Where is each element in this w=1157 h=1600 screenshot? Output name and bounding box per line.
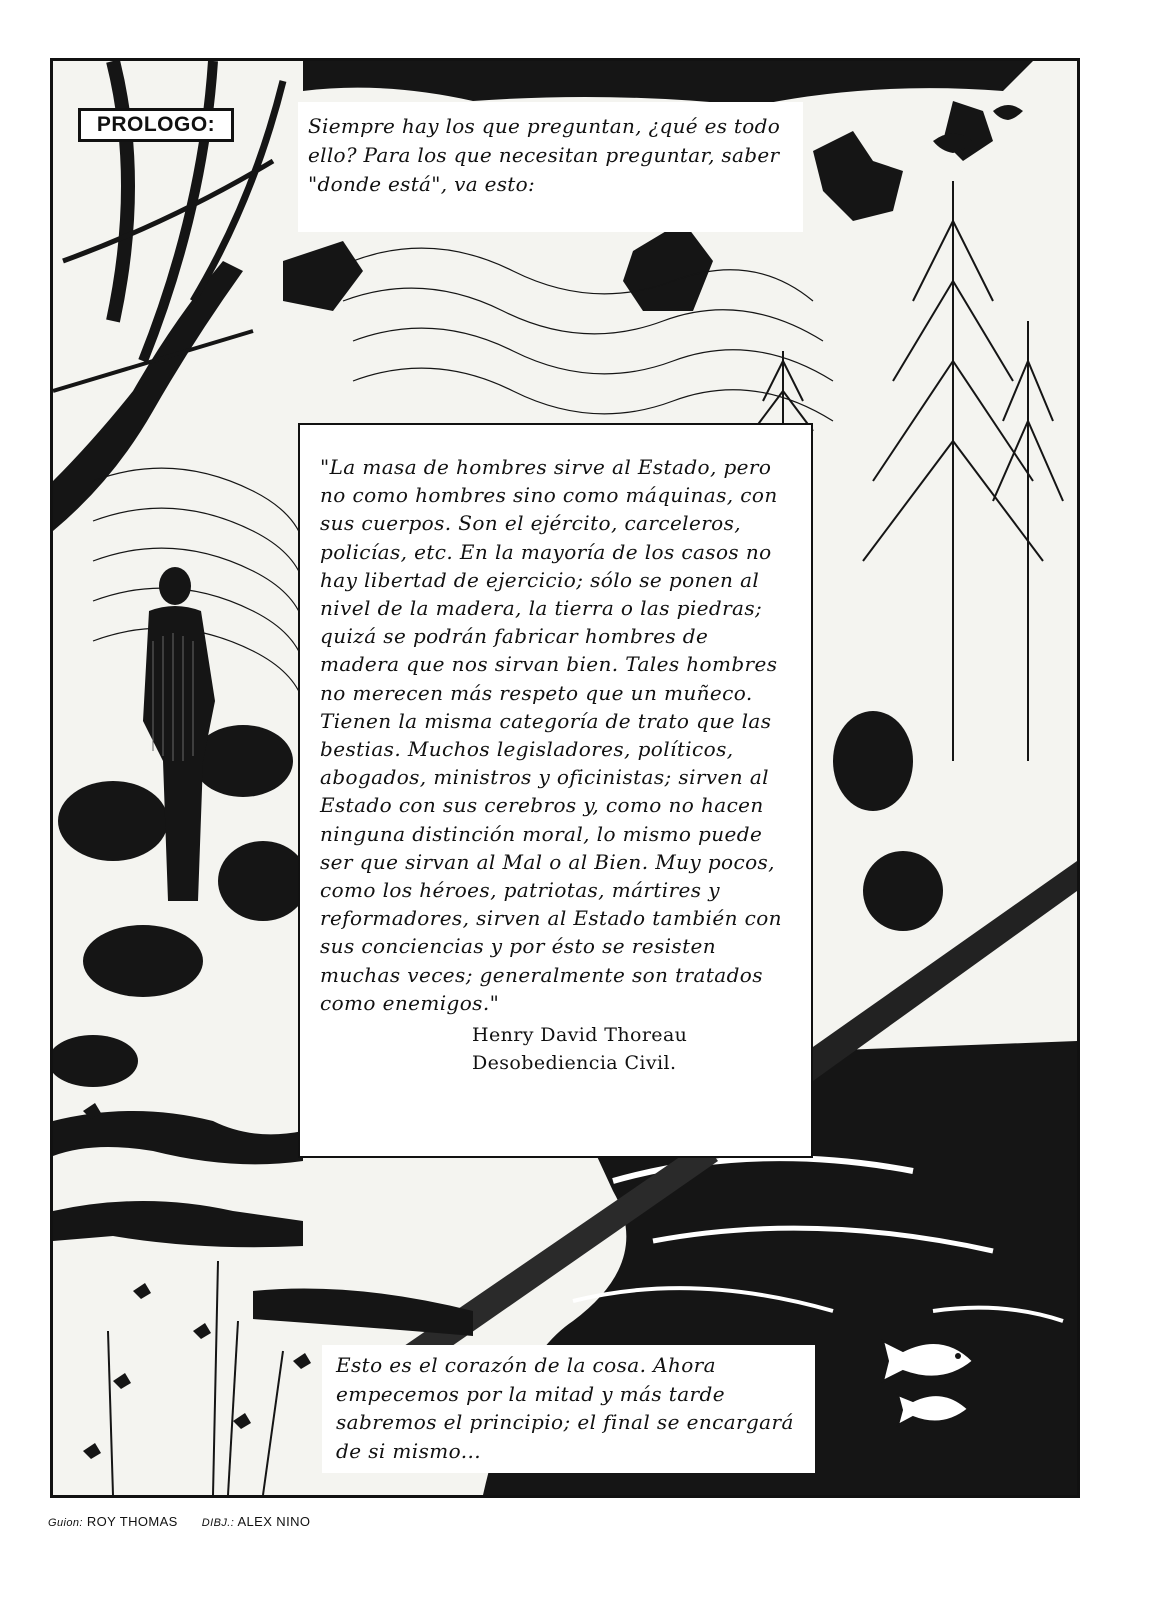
credit-art-label: DIBJ.: (201, 1517, 235, 1529)
prologue-label: PROLOGO: (78, 108, 234, 142)
quote-attribution (320, 1021, 787, 1077)
intro-text: Siempre hay los que preguntan, ¿qué es todo ello? Para los que necesitan preguntar, saber "donde está", va esto: (308, 114, 781, 196)
quote-text: "La masa de hombres sirve al Estado, pero no como hombres sino como máquinas, con sus cuerpos. Son el ejército, carceleros, policías, etc. En la mayoría de los casos no hay libertad de ejercicio; sólo se ponen al nivel de la madera, la tierra o las piedras; quizá se podrán fabricar hombres de madera que nos sirvan bien. Tales hombres no merecen más respeto que un muñeco. Tienen la misma categoría de trato que las bestias. Muchos legisladores, políticos, abogados, ministros y oficinistas; sirven al Estado con sus cerebros y, como no hacen ninguna distinción moral, lo mismo puede ser que sirvan al Mal o al Bien. Muy pocos, como los héroes, patriotas, mártires y reformadores, sirven al Estado también con sus conciencias y por ésto se resisten muchas veces; generalmente son tratados como enemigos." (320, 455, 782, 1015)
quote-caption (298, 423, 813, 1158)
closing-caption (322, 1345, 815, 1473)
attribution-work: Desobediencia Civil. (472, 1052, 677, 1075)
attribution-author: Henry David Thoreau (472, 1024, 688, 1047)
credit-script-label: Guion: (48, 1517, 83, 1529)
credits-line (48, 1514, 310, 1529)
credit-art-name: ALEX NINO (237, 1514, 311, 1529)
man-figure-icon (143, 567, 215, 901)
closing-text: Esto es el corazón de la cosa. Ahora empecemos por la mitad y más tarde sabremos el principio; el final se encargará de si mismo... (336, 1353, 794, 1463)
intro-caption (298, 102, 803, 232)
credit-script-name: ROY THOMAS (86, 1514, 178, 1529)
